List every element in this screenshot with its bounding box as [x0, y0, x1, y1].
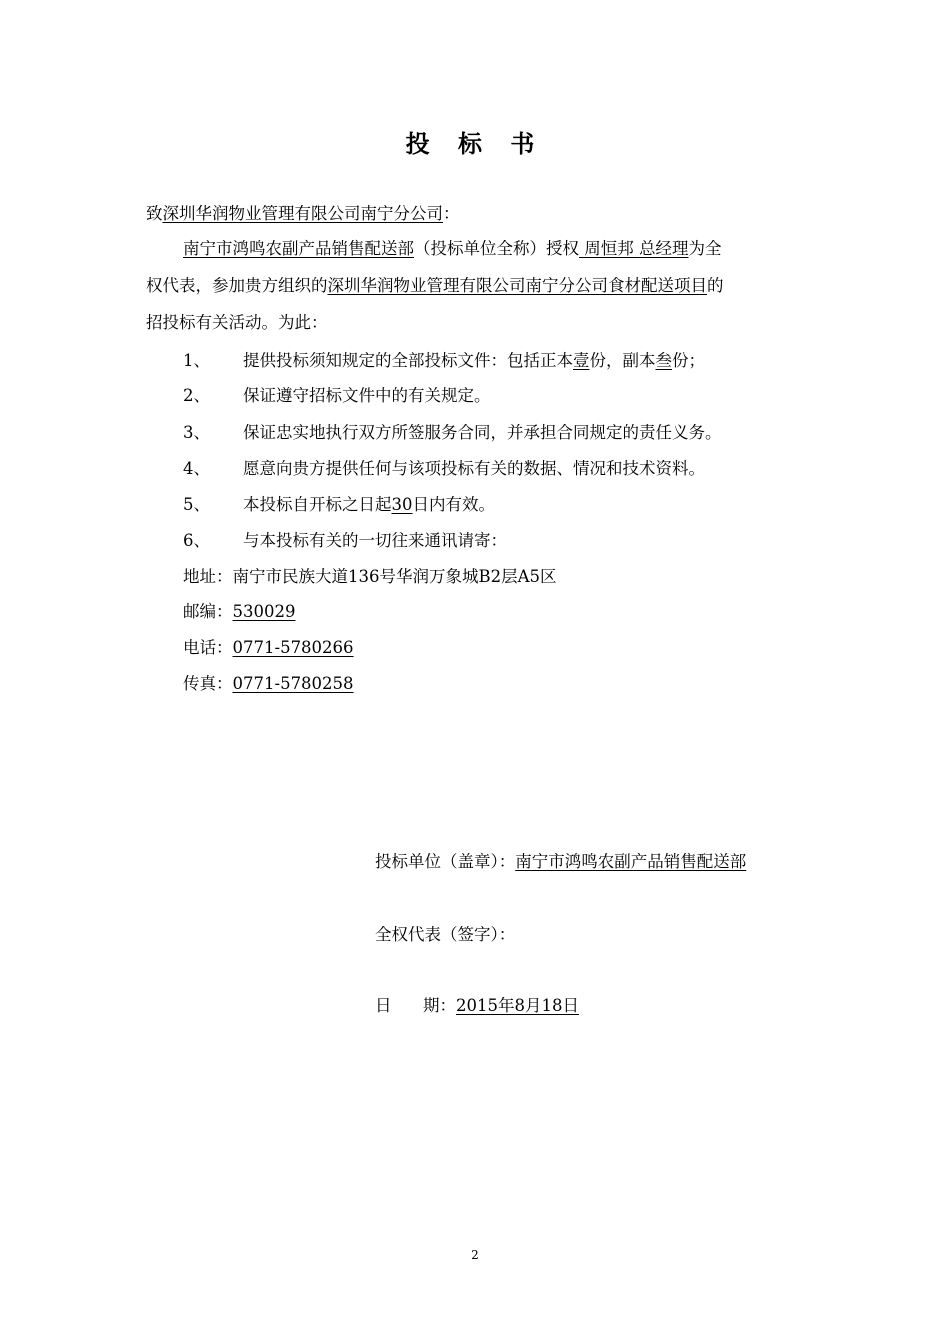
list-item: 2、 保证遵守招标文件中的有关规定。: [183, 386, 491, 405]
list-item: 5、 本投标自开标之日起30日内有效。: [183, 495, 495, 514]
signature-representative: 全权代表（签字）：: [375, 925, 516, 944]
intro-line-2: 权代表，参加贵方组织的深圳华润物业管理有限公司南宁分公司食材配送项目的: [146, 276, 724, 295]
document-title: 投 标 书: [405, 130, 545, 158]
contact-phone: 电话：0771-5780266: [183, 638, 354, 657]
signature-unit: 投标单位（盖章）：南宁市鸿鸣农副产品销售配送部: [375, 852, 747, 871]
list-item: 3、 保证忠实地执行双方所签服务合同，并承担合同规定的责任义务。: [183, 423, 722, 442]
contact-fax: 传真：0771-5780258: [183, 674, 354, 693]
list-item: 6、 与本投标有关的一切往来通讯请寄：: [183, 531, 507, 550]
project-name: 深圳华润物业管理有限公司南宁分公司食材配送项目: [327, 276, 707, 295]
recipient-name: 深圳华润物业管理有限公司南宁分公司: [162, 204, 443, 223]
page-number: 2: [471, 1248, 479, 1262]
representative-name: 周恒邦 总经理: [579, 239, 689, 258]
contact-address: 地址：南宁市民族大道136号华润万象城B2层A5区: [183, 567, 557, 586]
list-item: 1、 提供投标须知规定的全部投标文件：包括正本壹份，副本叁份；: [183, 351, 705, 370]
signature-date: 日 期：2015年8月18日: [375, 996, 579, 1015]
intro-line-3: 招投标有关活动。为此：: [146, 313, 328, 332]
list-item: 4、 愿意向贵方提供任何与该项投标有关的数据、情况和技术资料。: [183, 459, 705, 478]
bidder-name: 南宁市鸿鸣农副产品销售配送部: [183, 239, 414, 258]
salutation: 致深圳华润物业管理有限公司南宁分公司：: [146, 204, 460, 223]
intro-line-1: 南宁市鸿鸣农副产品销售配送部（投标单位全称）授权 周恒邦 总经理为全: [183, 239, 722, 258]
contact-postcode: 邮编：530029: [183, 602, 296, 621]
